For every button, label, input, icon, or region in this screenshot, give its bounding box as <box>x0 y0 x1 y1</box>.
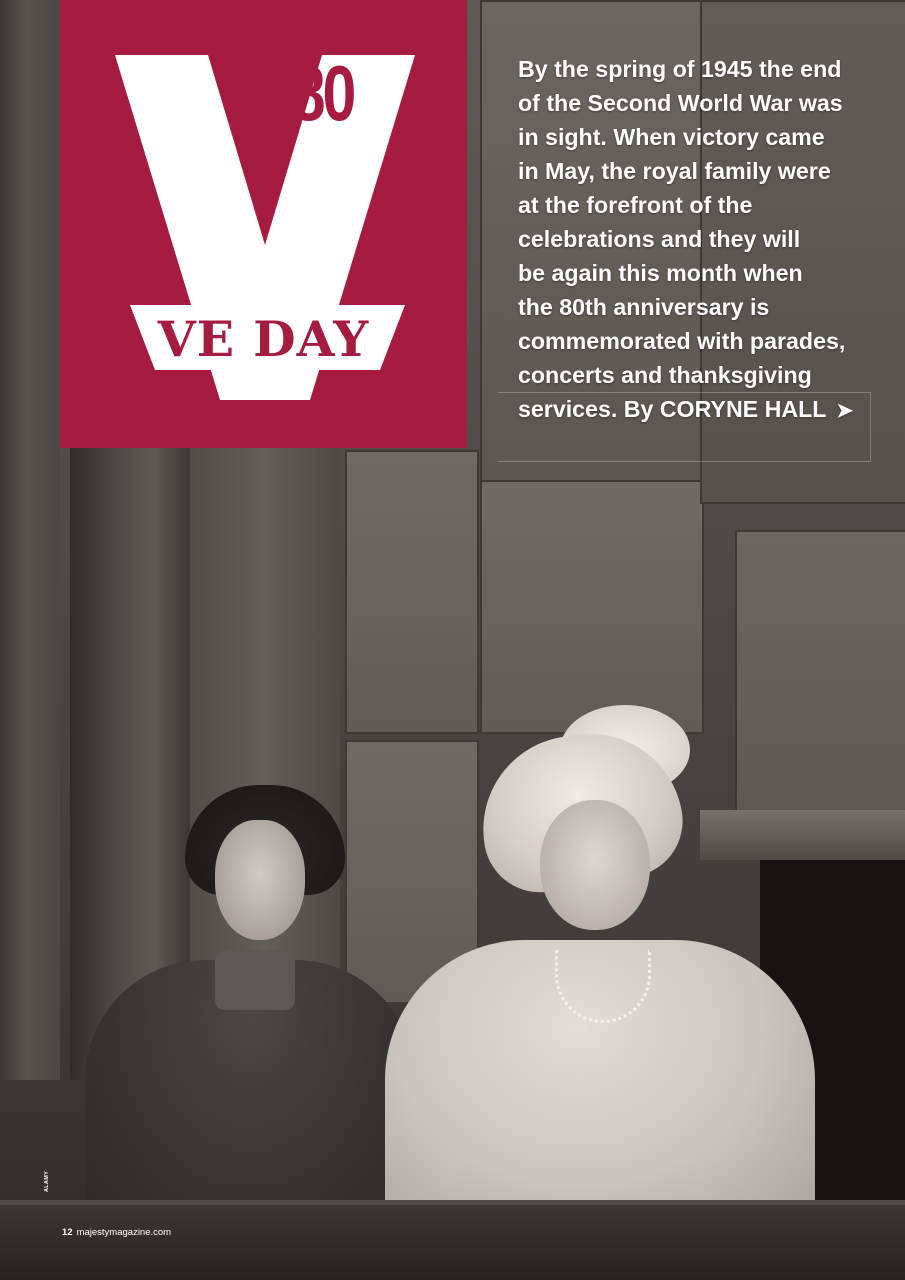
v-mark-icon <box>60 0 467 448</box>
stone-block <box>480 480 704 734</box>
page-number: 12 <box>62 1227 73 1238</box>
intro-line: be again this month when <box>518 260 803 286</box>
arrow-right-icon: ➤ <box>836 400 854 422</box>
intro-line: in May, the royal family were <box>518 158 831 184</box>
stone-block <box>345 450 479 734</box>
intro-byline-line <box>518 392 868 428</box>
page-folio <box>62 1227 171 1238</box>
uniform-collar <box>215 950 295 1010</box>
intro-line: at the forefront of the <box>518 192 753 218</box>
intro-line: of the Second World War was <box>518 90 843 116</box>
stone-block <box>735 530 905 814</box>
intro-line: By the spring of 1945 the end <box>518 56 842 82</box>
stone-ledge <box>700 810 905 860</box>
intro-line: concerts and thanksgiving <box>518 362 812 388</box>
logo-wordmark: VE DAY <box>157 310 370 368</box>
stone-pillar <box>0 0 60 1080</box>
ve-day-80-logo <box>60 0 467 448</box>
logo-number: 80 <box>291 49 354 137</box>
hatted-woman-face <box>540 800 650 930</box>
intro-line: commemorated with parades, <box>518 328 846 354</box>
byline-text: services. By CORYNE HALL <box>518 396 827 422</box>
uniformed-woman-face <box>215 820 305 940</box>
photo-credit: ALAMY <box>44 1170 50 1192</box>
intro-line: celebrations and they will <box>518 226 801 252</box>
balcony-drape <box>0 1205 905 1280</box>
intro-line: the 80th anniversary is <box>518 294 770 320</box>
intro-standfirst <box>518 52 868 428</box>
intro-line: in sight. When victory came <box>518 124 825 150</box>
website-url: majestymagazine.com <box>76 1227 172 1238</box>
